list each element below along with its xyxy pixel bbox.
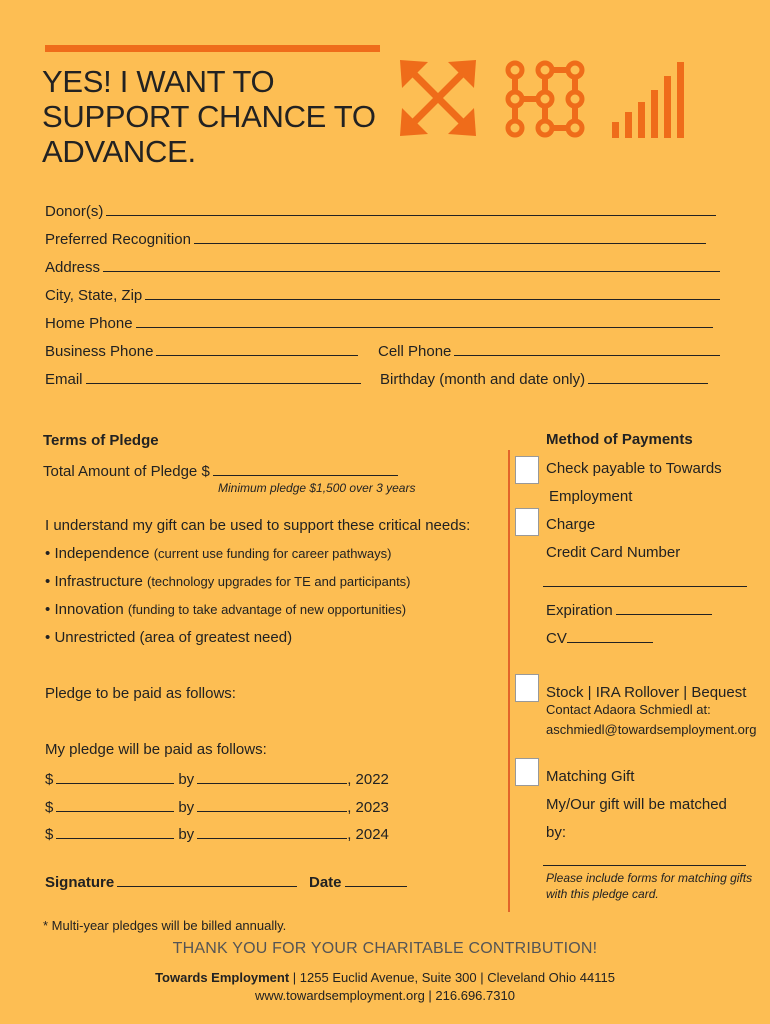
year-label: , 2024 bbox=[347, 826, 389, 843]
check-payment-label-1: Check payable to Towards bbox=[546, 460, 722, 477]
date-line[interactable] bbox=[197, 769, 347, 784]
forms-note-1: Please include forms for matching gifts bbox=[546, 871, 753, 885]
dollar-sign: $ bbox=[45, 799, 54, 816]
total-pledge-label: Total Amount of Pledge $ bbox=[43, 463, 210, 480]
page-title bbox=[42, 64, 376, 169]
matched-label-2: by: bbox=[546, 824, 567, 841]
city-line[interactable] bbox=[145, 285, 720, 300]
connected-dots-icon bbox=[505, 60, 587, 138]
business-phone-label: Business Phone bbox=[45, 343, 154, 360]
accent-bar bbox=[45, 45, 380, 52]
matched-by-line[interactable] bbox=[543, 865, 746, 866]
donors-line[interactable] bbox=[106, 201, 716, 216]
card-number-line[interactable] bbox=[543, 586, 747, 587]
stock-label: Stock | IRA Rollover | Bequest bbox=[546, 684, 747, 701]
contact-email: aschmiedl@towardsemployment.org bbox=[546, 722, 757, 737]
birthday-field[interactable] bbox=[380, 369, 708, 388]
check-payment-checkbox[interactable] bbox=[515, 456, 539, 484]
cv-line[interactable] bbox=[567, 628, 653, 643]
bullet: • bbox=[45, 573, 51, 590]
minimum-note: Minimum pledge $1,500 over 3 years bbox=[218, 481, 416, 495]
need-detail: (funding to take advantage of new opportunities) bbox=[127, 602, 407, 617]
installment-row[interactable] bbox=[45, 797, 389, 816]
contact-label: Contact Adaora Schmiedl at: bbox=[546, 702, 711, 717]
signature-field[interactable] bbox=[45, 872, 297, 891]
home-phone-line[interactable] bbox=[136, 313, 713, 328]
terms-heading: Terms of Pledge bbox=[43, 432, 159, 449]
dollar-sign: $ bbox=[45, 826, 54, 843]
dollar-sign: $ bbox=[45, 771, 54, 788]
need-detail: (current use funding for career pathways) bbox=[153, 546, 392, 561]
payment-heading: Method of Payments bbox=[546, 431, 693, 448]
org-name: Towards Employment bbox=[155, 970, 290, 985]
address-line[interactable] bbox=[103, 257, 720, 272]
city-label: City, State, Zip bbox=[45, 287, 143, 304]
check-payment-label-2: Employment bbox=[549, 488, 633, 505]
recognition-label: Preferred Recognition bbox=[45, 231, 191, 248]
recognition-line[interactable] bbox=[194, 229, 706, 244]
expand-arrows-icon bbox=[398, 58, 478, 138]
amount-line[interactable] bbox=[56, 824, 174, 839]
bar-chart-icon bbox=[610, 60, 690, 140]
birthday-line[interactable] bbox=[588, 369, 708, 384]
total-pledge-field[interactable] bbox=[43, 461, 398, 480]
matching-gift-label: Matching Gift bbox=[546, 768, 635, 785]
installment-row[interactable] bbox=[45, 769, 389, 788]
amount-line[interactable] bbox=[56, 769, 174, 784]
card-number-label: Credit Card Number bbox=[546, 544, 681, 561]
installment-row[interactable] bbox=[45, 824, 389, 843]
year-label: , 2022 bbox=[347, 771, 389, 788]
cv-field[interactable] bbox=[546, 628, 653, 647]
date-line[interactable] bbox=[197, 797, 347, 812]
stock-checkbox[interactable] bbox=[515, 674, 539, 702]
org-address: | 1255 Euclid Avenue, Suite 300 | Cleveland Ohio 44115 bbox=[289, 970, 615, 985]
multi-year-note: * Multi-year pledges will be billed annually. bbox=[43, 918, 287, 933]
signature-label: Signature bbox=[45, 874, 115, 891]
email-line[interactable] bbox=[86, 369, 361, 384]
charge-checkbox[interactable] bbox=[515, 508, 539, 536]
need-item-unrestricted bbox=[45, 629, 292, 646]
cell-phone-field[interactable] bbox=[378, 341, 720, 360]
need-name: Unrestricted bbox=[54, 629, 136, 646]
need-detail: (technology upgrades for TE and participants) bbox=[146, 574, 411, 589]
paid-as-follows-label: Pledge to be paid as follows: bbox=[45, 685, 236, 702]
city-field[interactable] bbox=[45, 285, 720, 304]
by-label: by bbox=[178, 799, 195, 816]
signature-line[interactable] bbox=[117, 872, 297, 887]
title-line-2: SUPPORT CHANCE TO bbox=[42, 99, 376, 134]
understand-text: I understand my gift can be used to support these critical needs: bbox=[45, 517, 471, 534]
by-label: by bbox=[178, 771, 195, 788]
footer-web-phone: www.towardsemployment.org | 216.696.7310 bbox=[255, 988, 515, 1003]
home-phone-field[interactable] bbox=[45, 313, 713, 332]
matching-gift-checkbox[interactable] bbox=[515, 758, 539, 786]
my-pledge-label: My pledge will be paid as follows: bbox=[45, 741, 267, 758]
date-label: Date bbox=[309, 874, 342, 891]
address-field[interactable] bbox=[45, 257, 720, 276]
total-pledge-line[interactable] bbox=[213, 461, 398, 476]
need-name: Infrastructure bbox=[54, 573, 143, 590]
home-phone-label: Home Phone bbox=[45, 315, 133, 332]
business-phone-line[interactable] bbox=[156, 341, 358, 356]
cv-label: CV bbox=[546, 630, 567, 647]
charge-label: Charge bbox=[546, 516, 596, 533]
thank-you-text: THANK YOU FOR YOUR CHARITABLE CONTRIBUTION! bbox=[172, 940, 598, 957]
date-field[interactable] bbox=[309, 872, 407, 891]
column-divider bbox=[508, 450, 510, 912]
business-phone-field[interactable] bbox=[45, 341, 358, 360]
donors-field[interactable] bbox=[45, 201, 716, 220]
bullet: • bbox=[45, 601, 51, 618]
date-line[interactable] bbox=[197, 824, 347, 839]
bullet: • bbox=[45, 545, 51, 562]
recognition-field[interactable] bbox=[45, 229, 706, 248]
expiration-label: Expiration bbox=[546, 602, 613, 619]
need-name: Innovation bbox=[54, 601, 124, 618]
need-name: Independence bbox=[54, 545, 150, 562]
forms-note-2: with this pledge card. bbox=[546, 887, 659, 901]
footer-address bbox=[0, 970, 770, 985]
email-label: Email bbox=[45, 371, 83, 388]
title-line-1: YES! I WANT TO bbox=[42, 64, 275, 99]
amount-line[interactable] bbox=[56, 797, 174, 812]
need-detail: (area of greatest need) bbox=[139, 629, 293, 646]
email-field[interactable] bbox=[45, 369, 361, 388]
need-item-infrastructure bbox=[45, 573, 411, 590]
by-label: by bbox=[178, 826, 195, 843]
need-item-independence bbox=[45, 545, 391, 562]
donors-label: Donor(s) bbox=[45, 203, 104, 220]
cell-phone-line[interactable] bbox=[454, 341, 720, 356]
expiration-line[interactable] bbox=[616, 600, 712, 615]
date-signature-line[interactable] bbox=[345, 872, 407, 887]
bullet: • bbox=[45, 629, 51, 646]
need-item-innovation bbox=[45, 601, 406, 618]
expiration-field[interactable] bbox=[546, 600, 712, 619]
cell-phone-label: Cell Phone bbox=[378, 343, 452, 360]
matched-label-1: My/Our gift will be matched bbox=[546, 796, 727, 813]
address-label: Address bbox=[45, 259, 101, 276]
year-label: , 2023 bbox=[347, 799, 389, 816]
birthday-label: Birthday (month and date only) bbox=[380, 371, 586, 388]
title-line-3: ADVANCE. bbox=[42, 134, 196, 169]
